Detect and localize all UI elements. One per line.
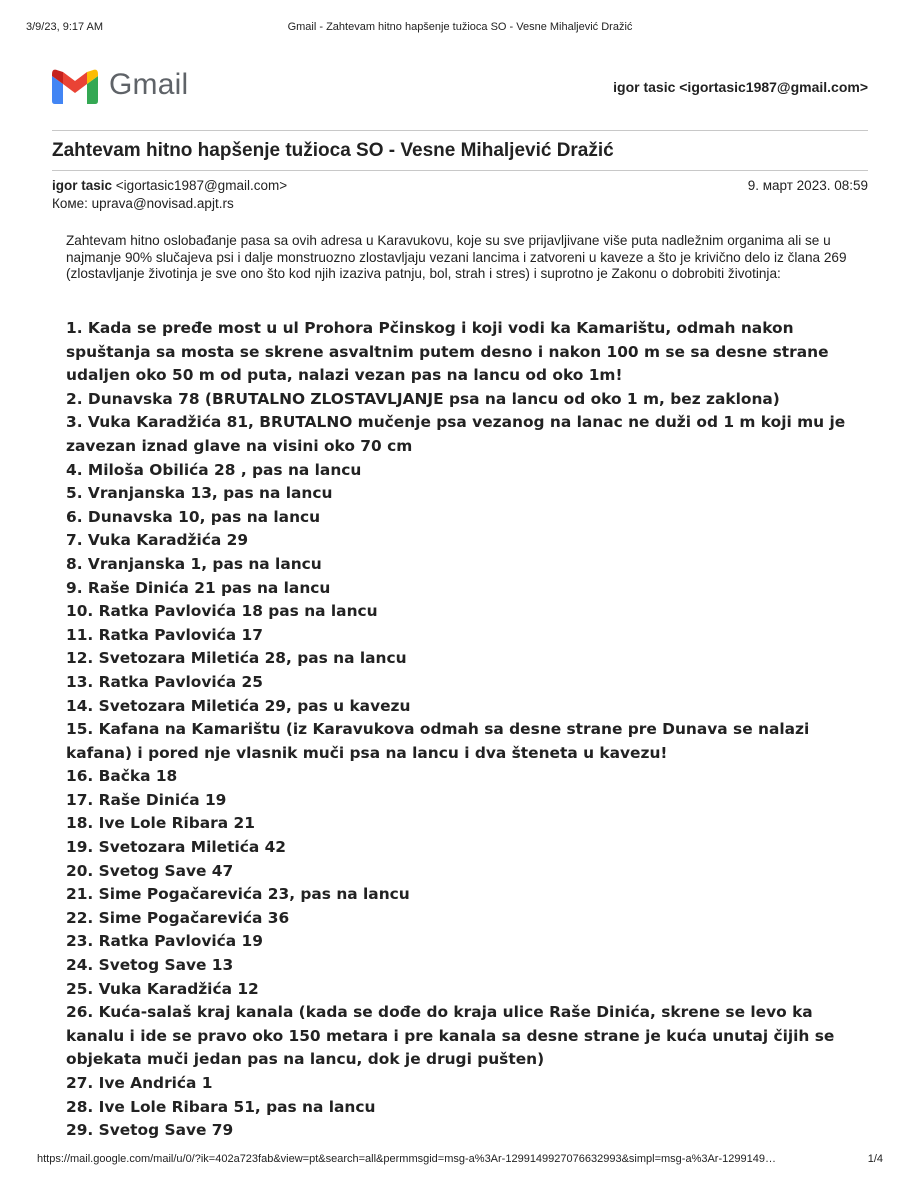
message-intro: Zahtevam hitno oslobađanje pasa sa ovih adresa u Karavukovu, koje su sve prijavljivane više puta nadležnim organima ali se u najmanje 90% slučajeva psi i dalje monstruozno zlostavljaju vezani lancima i zatvoreni u kaveze a što je krivično delo iz člana 269 (zlostavljanje životinja je sve ono što kod njih izaziva patnju, bol, strah i stres) i suprotno je Zakonu o dobrobiti životinja: xyxy=(66,233,847,282)
address-item: 26. Kuća-salaš kraj kanala (kada se dođe do kraja ulice Raše Dinića, skrene se levo ka kanalu i ide se pravo oko 150 metara i pre kanala sa desne strane je kuća unutaj čijih se objekata muči jedan pas na lancu, dok je drugi pušten) xyxy=(66,1003,835,1069)
address-item: 13. Ratka Pavlovića 25 xyxy=(66,672,263,691)
address-item: 2. Dunavska 78 (BRUTALNO ZLOSTAVLJANJE psa na lancu od oko 1 m, bez zaklona) xyxy=(66,389,780,408)
address-item: 7. Vuka Karadžića 29 xyxy=(66,531,249,550)
address-item: 6. Dunavska 10, pas na lancu xyxy=(66,507,321,526)
address-item: 10. Ratka Pavlovića 18 pas na lancu xyxy=(66,602,378,621)
address-item: 12. Svetozara Miletića 28, pas na lancu xyxy=(66,649,407,668)
print-title: Gmail - Zahtevam hitno hapšenje tužioca SO - Vesne Mihaljević Dražić xyxy=(287,21,633,33)
address-item: 25. Vuka Karadžića 12 xyxy=(66,979,259,998)
address-item: 1. Kada se pređe most u ul Prohora Pčinskog i koji vodi ka Kamarištu, odmah nakon spuštanja sa mosta se skrene asvaltnim putem desno i nakon 100 m se sa desne strane udaljen oko 50 m od puta, nalazi vezan pas na lancu od oko 1m! xyxy=(66,319,829,385)
address-item: 24. Svetog Save 13 xyxy=(66,956,234,975)
divider-subject xyxy=(52,170,868,171)
address-item: 22. Sime Pogačarevića 36 xyxy=(66,908,290,927)
print-date: 3/9/23, 9:17 AM xyxy=(26,21,104,33)
sender-name: igor tasic xyxy=(52,178,113,193)
address-item: 20. Svetog Save 47 xyxy=(66,861,234,880)
sender-line xyxy=(52,178,868,196)
print-url: https://mail.google.com/mail/u/0/?ik=402a723fab&view=pt&search=all&permmsgid=msg-a%3Ar-1299149927076632993&simpl=msg-a%3Ar-1299149… xyxy=(37,1153,776,1165)
address-item: 3. Vuka Karadžića 81, BRUTALNO mučenje psa vezanog na lanac ne duži od 1 m koji mu je zavezan iznad glave na visini oko 70 cm xyxy=(66,413,846,455)
address-item: 16. Bačka 18 xyxy=(66,767,178,786)
address-item: 27. Ive Andrića 1 xyxy=(66,1074,213,1092)
message-date: 9. март 2023. 08:59 xyxy=(747,178,868,193)
address-item: 19. Svetozara Miletića 42 xyxy=(66,838,287,857)
address-item: 21. Sime Pogačarevića 23, pas na lancu xyxy=(66,885,410,904)
recipient-line: Коме: uprava@novisad.apjt.rs xyxy=(52,196,234,211)
divider-top xyxy=(52,130,868,131)
address-item: 29. Svetog Save 79 xyxy=(66,1121,234,1140)
account-label: igor tasic <igortasic1987@gmail.com> xyxy=(613,79,868,95)
address-item: 5. Vranjanska 13, pas na lancu xyxy=(66,484,333,503)
address-item: 17. Raše Dinića 19 xyxy=(66,790,227,809)
address-item: 11. Ratka Pavlovića 17 xyxy=(66,625,263,644)
page-number: 1/4 xyxy=(867,1153,883,1165)
print-header xyxy=(26,21,894,37)
message-header xyxy=(52,178,868,214)
print-footer xyxy=(37,1153,883,1169)
address-item: 4. Miloša Obilića 28 , pas na lancu xyxy=(66,460,362,479)
email-subject: Zahtevam hitno hapšenje tužioca SO - Vesne Mihaljević Dražić xyxy=(52,140,614,161)
gmail-wordmark: Gmail xyxy=(109,68,189,101)
gmail-logo-icon xyxy=(52,69,98,104)
address-item: 9. Raše Dinića 21 pas na lancu xyxy=(66,578,331,597)
address-item: 23. Ratka Pavlovića 19 xyxy=(66,932,263,951)
sender-email: <igortasic1987@gmail.com> xyxy=(115,178,288,193)
address-item: 18. Ive Lole Ribara 21 xyxy=(66,814,255,833)
address-item: 8. Vranjanska 1, pas na lancu xyxy=(66,554,322,573)
address-list xyxy=(66,317,866,1143)
address-item: 28. Ive Lole Ribara 51, pas na lancu xyxy=(66,1097,376,1116)
address-item: 15. Kafana na Kamarištu (iz Karavukova odmah sa desne strane pre Dunava se nalazi kafana) i pored nje vlasnik muči psa na lancu i dva šteneta u kavezu! xyxy=(66,720,810,762)
address-item: 14. Svetozara Miletića 29, pas u kavezu xyxy=(66,696,411,715)
